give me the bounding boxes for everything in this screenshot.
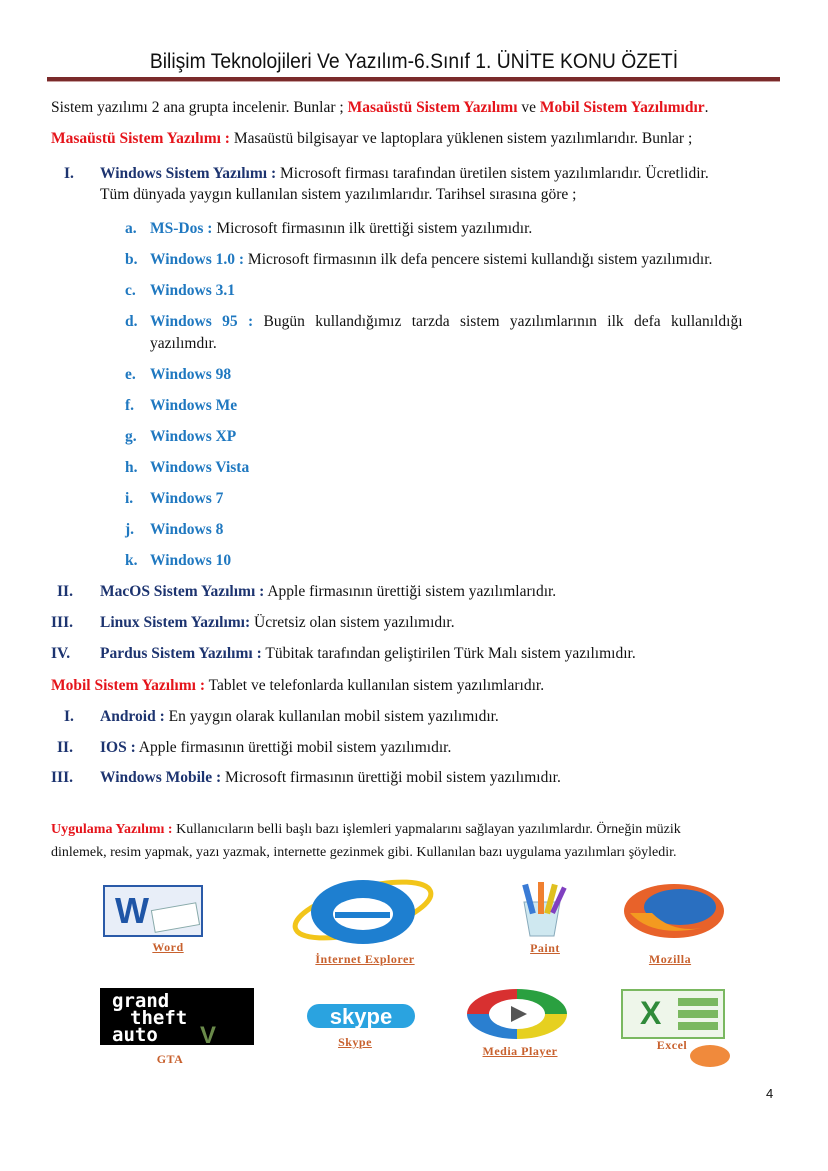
version-letter: k. <box>125 552 138 569</box>
version-item <box>150 521 780 539</box>
version-item <box>150 282 780 300</box>
version-item <box>150 366 780 384</box>
desktop-os-item <box>100 645 636 663</box>
skype-label: Skype <box>338 1035 372 1049</box>
version-text: Bugün kullandığımız tarzda sistem yazılımlarının ilk defa kullanıldığı <box>253 313 743 330</box>
application-paragraph <box>51 822 681 838</box>
svg-text:V: V <box>200 1022 217 1045</box>
version-item <box>150 220 780 238</box>
application-text-continued: dinlemek, resim yapmak, yazı yazmak, internette gezinmek gibi. Kullanılan bazı uygulama yazılımları şöyledir. <box>51 845 677 860</box>
version-name: Windows Vista <box>150 459 250 476</box>
version-item <box>150 459 780 477</box>
item-text: Microsoft firmasının ürettiği mobil sistem yazılımıdır. <box>221 769 561 786</box>
list-number: II. <box>57 739 73 756</box>
paint-label: Paint <box>530 941 560 955</box>
list-number: III. <box>51 614 73 631</box>
version-letter: d. <box>125 313 138 330</box>
version-name: Windows 10 <box>150 552 232 569</box>
internet-explorer-icon <box>288 874 438 951</box>
item-title: Android : <box>100 708 165 725</box>
intro-text: ve <box>517 99 540 116</box>
desktop-os-item <box>100 583 556 601</box>
version-item <box>150 428 780 446</box>
mobile-text: Tablet ve telefonlarda kullanılan sistem yazılımlarıdır. <box>204 677 545 694</box>
list-number: I. <box>64 708 74 725</box>
version-letter: e. <box>125 366 136 383</box>
mobile-os-item <box>100 739 451 757</box>
version-item <box>150 397 780 415</box>
gta-label: GTA <box>156 1052 184 1066</box>
version-item <box>150 313 780 331</box>
version-name: Windows 7 <box>150 490 224 507</box>
item-title: MacOS Sistem Yazılımı : <box>100 583 265 600</box>
version-letter: i. <box>125 490 134 507</box>
version-text: Microsoft firmasının ilk ürettiği sistem yazılımıdır. <box>212 220 533 237</box>
item-text-continued: Tüm dünyada yaygın kullanılan sistem yazılımlarıdır. Tarihsel sırasına göre ; <box>100 186 577 203</box>
item-text: Apple firmasının ürettiği sistem yazılımlarıdır. <box>264 583 557 600</box>
version-text: Microsoft firmasının ilk defa pencere sistemi kullandığı sistem yazılımıdır. <box>244 251 713 268</box>
svg-text:theft: theft <box>130 1007 188 1029</box>
mozilla-label: Mozilla <box>648 952 692 966</box>
version-name: Windows 1.0 : <box>150 251 245 268</box>
application-heading: Uygulama Yazılımı : <box>51 822 173 837</box>
page-title: Bilişim Teknolojileri Ve Yazılım-6.Sınıf 1. ÜNİTE KONU ÖZETİ <box>149 50 679 73</box>
version-letter: a. <box>125 220 137 237</box>
skype-icon <box>305 1001 417 1036</box>
item-title: IOS : <box>100 739 136 756</box>
item-text: Microsoft firması tarafından üretilen sistem yazılımlarıdır. Ücretlidir. <box>276 165 709 182</box>
version-letter: h. <box>125 459 138 476</box>
orange-dot-decoration <box>690 1045 730 1067</box>
intro-text: . <box>704 99 709 116</box>
word-label: Word <box>152 940 184 954</box>
version-item <box>150 552 780 570</box>
version-name: Windows 95 : <box>150 313 254 330</box>
svg-text:grand: grand <box>112 990 170 1012</box>
item-title: Windows Sistem Yazılımı : <box>100 165 277 182</box>
version-item <box>150 490 780 508</box>
desktop-os-item <box>100 614 455 632</box>
list-number: II. <box>57 583 73 600</box>
version-text-continued: yazılımdır. <box>150 335 217 352</box>
application-text: Kullanıcıların belli başlı bazı işlemleri yapmalarını sağlayan yazılımlardır. Örneğin müzik <box>172 822 681 837</box>
mobile-heading-line <box>51 677 544 695</box>
internet-explorer-label: İnternet Explorer <box>315 952 415 966</box>
mozilla-firefox-icon <box>622 883 726 944</box>
version-item <box>150 251 780 269</box>
version-letter: f. <box>125 397 135 414</box>
excel-label: Excel <box>656 1038 688 1052</box>
word-icon <box>103 885 203 942</box>
desktop-text: Masaüstü bilgisayar ve laptoplara yüklenen sistem yazılımlarıdır. Bunlar ; <box>229 130 693 147</box>
gta-logo-icon <box>100 988 254 1045</box>
excel-icon <box>620 988 726 1045</box>
intro-paragraph <box>51 99 709 117</box>
item-text: Apple firmasının ürettiği mobil sistem yazılımıdır. <box>135 739 452 756</box>
version-name: Windows Me <box>150 397 238 414</box>
intro-text: Sistem yazılımı 2 ana grupta incelenir. Bunlar ; <box>51 99 348 116</box>
list-number: IV. <box>51 645 71 662</box>
version-name: Windows 8 <box>150 521 224 538</box>
mobile-heading: Mobil Sistem Yazılımı : <box>51 677 205 694</box>
version-letter: c. <box>125 282 136 299</box>
item-text: Ücretsiz olan sistem yazılımıdır. <box>250 614 455 631</box>
item-title: Pardus Sistem Yazılımı : <box>100 645 262 662</box>
title-divider <box>47 77 780 82</box>
intro-highlight-mobile: Mobil Sistem Yazılımıdır <box>539 99 705 116</box>
version-name: Windows 98 <box>150 366 232 383</box>
svg-text:X: X <box>640 995 662 1031</box>
item-text: En yaygın olarak kullanılan mobil sistem yazılımıdır. <box>164 708 499 725</box>
item-title: Linux Sistem Yazılımı: <box>100 614 251 631</box>
version-name: MS-Dos : <box>150 220 213 237</box>
mobile-os-item <box>100 769 561 787</box>
version-letter: b. <box>125 251 138 268</box>
item-title: Windows Mobile : <box>100 769 222 786</box>
desktop-heading-line <box>51 130 692 148</box>
svg-text:skype: skype <box>329 1004 393 1029</box>
mobile-os-item <box>100 708 499 726</box>
svg-text:auto: auto <box>112 1024 158 1045</box>
list-number: III. <box>51 769 73 786</box>
version-name: Windows XP <box>150 428 237 445</box>
intro-highlight-desktop: Masaüstü Sistem Yazılımı <box>347 99 518 116</box>
media-player-label: Media Player <box>482 1044 558 1058</box>
version-name: Windows 3.1 <box>150 282 235 299</box>
media-player-icon <box>465 987 569 1046</box>
list-number: I. <box>64 165 74 182</box>
svg-text:W: W <box>115 890 149 931</box>
version-letter: g. <box>125 428 137 445</box>
item-text: Tübitak tarafından geliştirilen Türk Malı sistem yazılımıdır. <box>261 645 636 662</box>
version-letter: j. <box>125 521 135 538</box>
paint-icon <box>512 882 572 942</box>
desktop-heading: Masaüstü Sistem Yazılımı : <box>51 130 230 147</box>
page-number: 4 <box>766 1086 774 1101</box>
windows-item <box>100 165 780 183</box>
